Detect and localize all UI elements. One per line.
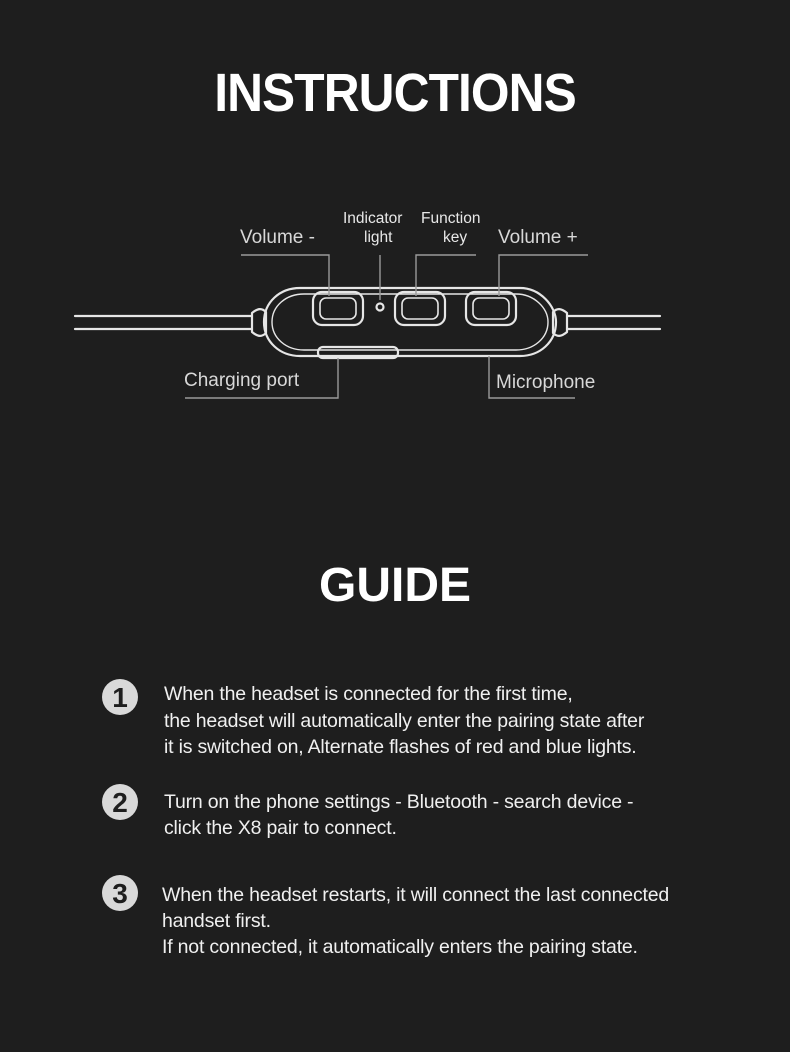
step-number-badge: 3 [102, 875, 138, 911]
volume-minus-label: Volume - [240, 227, 315, 248]
step-text-line: If not connected, it automatically enters the pairing state. [162, 936, 638, 958]
step-text-line: it is switched on, Alternate flashes of red and blue lights. [164, 736, 637, 758]
indicator-light-dot [377, 304, 384, 311]
volume-plus-button-inner [473, 298, 509, 319]
step-text-line: click the X8 pair to connect. [164, 817, 397, 839]
step-text-line: the headset will automatically enter the pairing state after [164, 710, 645, 732]
indicator-light-label-line1: Indicator [343, 210, 403, 227]
volume-minus-button-inner [320, 298, 356, 319]
function-key-button-inner [402, 298, 438, 319]
left-cable [75, 316, 252, 329]
remote-control-diagram [0, 0, 790, 460]
step-number-badge: 2 [102, 784, 138, 820]
indicator-light-label-line2: light [364, 229, 393, 246]
volume-plus-label: Volume + [498, 227, 578, 248]
step-text-line: handset first. [162, 910, 271, 932]
function-key-leader [416, 255, 476, 296]
instructions-title: INSTRUCTIONS [214, 63, 576, 123]
volume-plus-leader [499, 255, 588, 296]
function-key-label-line2: key [443, 229, 468, 246]
guide-title: GUIDE [318, 559, 471, 612]
function-key-label-line1: Function [421, 210, 481, 227]
step-text-line: Turn on the phone settings - Bluetooth - search device - [164, 791, 634, 813]
step-text-line: When the headset is connected for the first time, [164, 683, 573, 705]
step-number-badge: 1 [102, 679, 138, 715]
charging-port-label: Charging port [184, 370, 300, 391]
microphone-label: Microphone [496, 372, 596, 393]
right-cable [567, 316, 660, 329]
step-text-line: When the headset restarts, it will connect the last connected [162, 884, 669, 906]
